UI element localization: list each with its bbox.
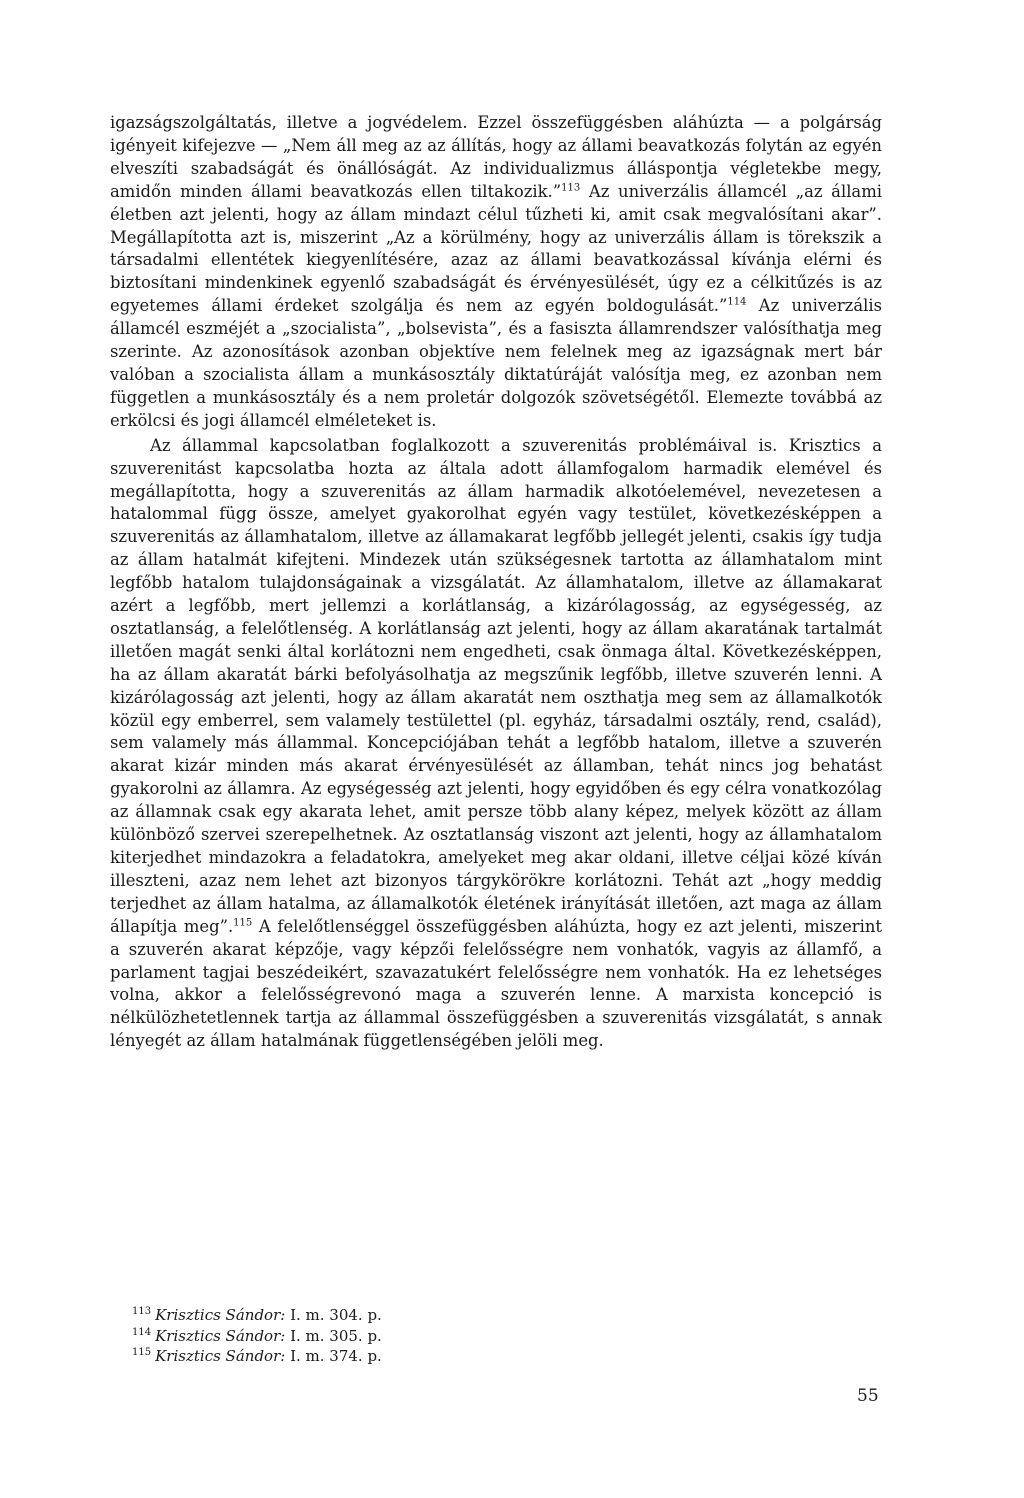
footnote: [132, 1305, 732, 1326]
footnote-reference-text: I. m. 305. p.: [285, 1326, 382, 1345]
footnote-reference-text: I. m. 304. p.: [285, 1306, 382, 1324]
paragraph-text: Az állammal kapcsolatban foglalkozott a szuverenitás problémáival is. Krisztics a szuverenitást kapcsolatba hozta az általa adott államfogalom harmadik elemével és megállapította, hogy a szuverenitás az állam harmadik alkotóelemével, nevezetesen a hatalommal függ össze, amelyet gyakorolhat egyén vagy testület, következésképpen a szuverenitás az államhatalom, illetve az államakarat legfőbb jellegét jelenti, csakis így tudja az állam hatalmát kifejteni. Mindezek után szükségesnek tartotta az államhatalom mint legfőbb hatalom tulajdonságainak a vizsgálatát. Az államhatalom, illetve az államakarat azért a legfőbb, mert jellemzi a korlátlanság, a kizárólagosság, az egységesség, az osztatlanság, a felelőtlenség. A korlátlanság azt jelenti, hogy az állam akaratának tartalmát illetően magát senki által korlátozni nem engedheti, csak önmaga által. Következésképpen, ha az állam akaratát bárki befolyásolhatja az megszűnik legfőbb, illetve szuverén lenni. A kizárólagosság azt jelenti, hogy az állam akaratát nem oszthatja meg sem az államalkotók közül egy emberrel, sem valamely testülettel (pl. egyház, társadalmi osztály, rend, család), sem valamely más állammal. Koncepciójában tehát a legfőbb hatalom, illetve a szuverén akarat kizár minden más akarat érvényesülését az államban, tehát nincs jog behatást gyakorolni az államra. Az egységesség azt jelenti, hogy egyidőben és egy célra vonatkozólag az államnak csak egy akarata lehet, amit persze több alany képez, melyek között az állam különböző szervei szerepelhetnek. Az osztatlanság viszont azt jelenti, hogy az államhatalom kiterjedhet mindazokra a feladatokra, amelyeket meg akar oldani, illetve céljai közé kíván illeszteni, azaz nem lehet azt bizonyos tárgykörökre korlátozni. Tehát azt „hogy meddig terjedhet az állam hatalma, az államalkotók életének irányítását illetően, azt maga az állam állapítja meg”.: [110, 435, 882, 936]
footnote-author: Krisztics Sándor:: [155, 1306, 286, 1324]
footnote-reference[interactable]: 114: [727, 296, 747, 308]
footnote-reference[interactable]: 115: [233, 917, 253, 929]
footnote-number: 115: [132, 1347, 152, 1358]
paragraph-text: A felelőtlenséggel összefüggésben aláhúzta, hogy ez azt jelenti, miszerint a szuverén akarat képzője, vagy képzői felelősségre nem vonhatók, vagyis az államfő, a parlament tagjai beszédeikért, szavazatukért felelősségre nem vonhatók. Ha ez lehetséges volna, akkor a felelősségrevonó maga a szuverén lenne. A marxista koncepció is nélkülözhetetlennek tartja az állammal összefüggésben a szuverenitás vizsgálatát, s annak lényegét az állam hatalmának függetlenségében jelöli meg.: [110, 916, 882, 1051]
footnote-author: Krisztics Sándor:: [155, 1347, 286, 1365]
page-body: [110, 112, 882, 1053]
page-number: 55: [857, 1386, 879, 1406]
paragraph-text: Az univerzális államcél eszméjét a „szocialista”, „bolsevista”, és a fasiszta államrendszer valósíthatja meg szerinte. Az azonosítások azonban objektíve nem felelnek meg az igazságnak mert bár valóban a szocialista állam a munkásosztály diktatúráját valósítja meg, ez azonban nem független a munkásosztály és a nem proletár dolgozók szövetségétől. Elemezte továbbá az erkölcsi és jogi államcél elméleteket is.: [110, 296, 882, 430]
footnote-number: 113: [132, 1306, 152, 1317]
paragraph-text: igazságszolgáltatás, illetve a jogvédelem. Ezzel összefüggésben aláhúzta — a polgárság igényeit kifejezve — „Nem áll meg az az állítás, hogy az állami beavatkozás folytán az egyén elveszíti szabadságát és önállóságát. Az individualizmus álláspontja végletekbe megy, amidőn minden állami beavatkozás ellen tiltakozik.”: [110, 113, 882, 201]
footnote-reference-text: I. m. 374. p.: [285, 1347, 382, 1365]
paragraph-text: Az univerzális államcél „az állami életben azt jelenti, hogy az állam mindazt célul tűzheti ki, amit csak megvalósítani akar”. Megállapította azt is, miszerint „Az a körülmény, hogy az univerzális állam is törekszik a társadalmi ellentétek kiegyenlítésére, azaz az állami beavatkozással kívánja elérni és biztosítani mindenkinek egyenlő szabadságát és érvényesülését, úgy ez a célkitűzés is az egyetemes állami érdeket szolgálja és nem az egyén boldogulását.”: [110, 181, 882, 316]
footnote-author: Krisztics Sándor:: [155, 1326, 286, 1345]
body-paragraph: [110, 112, 882, 433]
footnote-reference[interactable]: 113: [561, 182, 581, 194]
footnote-number: 114: [132, 1326, 152, 1338]
footnote: [132, 1326, 732, 1347]
footnotes: [132, 1305, 732, 1367]
footnote: [132, 1346, 732, 1367]
body-paragraph: [110, 435, 882, 1053]
